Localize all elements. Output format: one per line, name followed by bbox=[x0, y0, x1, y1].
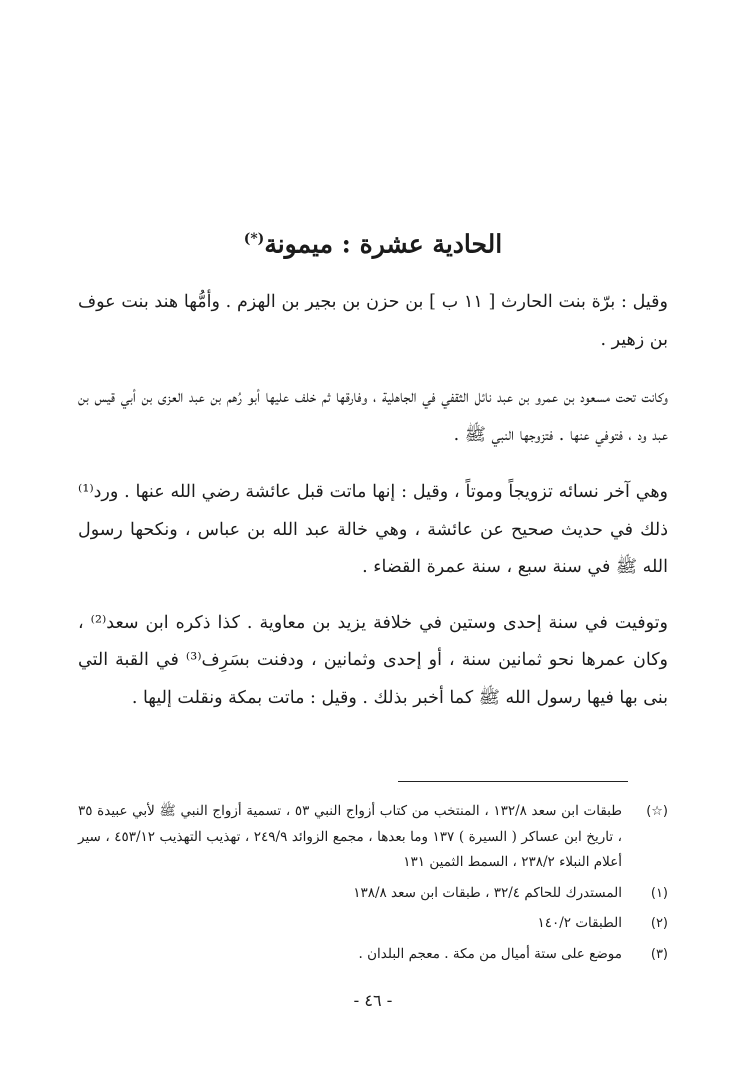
footnote-separator bbox=[398, 781, 628, 782]
footnote-text: موضع على ستة أميال من مكة . معجم البلدان . bbox=[358, 945, 622, 962]
footnote-text: طبقات ابن سعد ١٣٢/٨ ، المنتخب من كتاب أزواج النبي ٥٣ ، تسمية أزواج النبي ﷺ لأبي عبيدة ٣٥ ، تاريخ ابن عساكر ( السيرة ) ١٣٧ وما بعدها ، مجمع الزوائد ٢٤٩/٩ ، تهذيب التهذيب ٤٥٣/١٢ ، سير أعلام النبلاء ٢٣٨/٢ ، السمط الثمين ١٣١ bbox=[78, 803, 622, 870]
footnote-3 bbox=[78, 942, 668, 968]
chapter-title-text: الحادية عشرة : ميمونة bbox=[264, 229, 503, 259]
footnote-2 bbox=[78, 911, 668, 937]
paragraph-3: وهي آخر نسائه تزويجاً وموتاً ، وقيل : إنها ماتت قبل عائشة رضي الله عنها . ورد⁽¹⁾ ذلك في حديث صحيح عن عائشة ، وهي خالة عبد الله بن عباس ، ونكحها رسول الله ﷺ في سنة سبع ، سنة عمرة القضاء . bbox=[78, 482, 668, 577]
footnote-mark: (١) bbox=[650, 885, 668, 901]
paragraph-4: وتوفيت في سنة إحدى وستين في خلافة يزيد بن معاوية . كذا ذكره ابن سعد⁽²⁾ ، وكان عمرها نحو ثمانين سنة ، أو إحدى وثمانين ، ودفنت بسَرِف⁽³⁾ في القبة التي بنى بها فيها رسول الله ﷺ كما أخبر بذلك . وقيل : ماتت بمكة ونقلت إليها . bbox=[78, 612, 669, 708]
paragraph-1: وقيل : برّة بنت الحارث [ ١١ ب ] بن حزن بن بجير بن الهزم . وأمُّها هند بنت عوف بن زهير . bbox=[78, 292, 668, 350]
footnote-mark: (☆) bbox=[646, 804, 668, 819]
footnote-star bbox=[78, 799, 668, 876]
footnotes bbox=[78, 799, 668, 972]
footnote-text: المستدرك للحاكم ٣٢/٤ ، طبقات ابن سعد ١٣٨/٨ bbox=[353, 884, 622, 901]
chapter-title bbox=[0, 222, 746, 261]
body-text bbox=[78, 284, 668, 737]
footnote-1 bbox=[78, 881, 668, 907]
footnote-text: الطبقات ١٤٠/٢ bbox=[537, 915, 622, 931]
footnote-mark: (٣) bbox=[650, 946, 668, 962]
footnote-mark: (٢) bbox=[650, 916, 668, 931]
chapter-title-footnote-mark: (*) bbox=[243, 231, 265, 247]
paragraph-2: وكانت تحت مسعود بن عمرو بن عبد نائل الثقفي في الجاهلية ، وفارقها ثم خلف عليها أبو رُهم بن عبد العزى بن أبي قيس بن عبد ود ، فتوفي عنها . فتزوجها النبي ﷺ . bbox=[78, 387, 668, 445]
page-number: - ٤٦ - bbox=[353, 991, 393, 1010]
